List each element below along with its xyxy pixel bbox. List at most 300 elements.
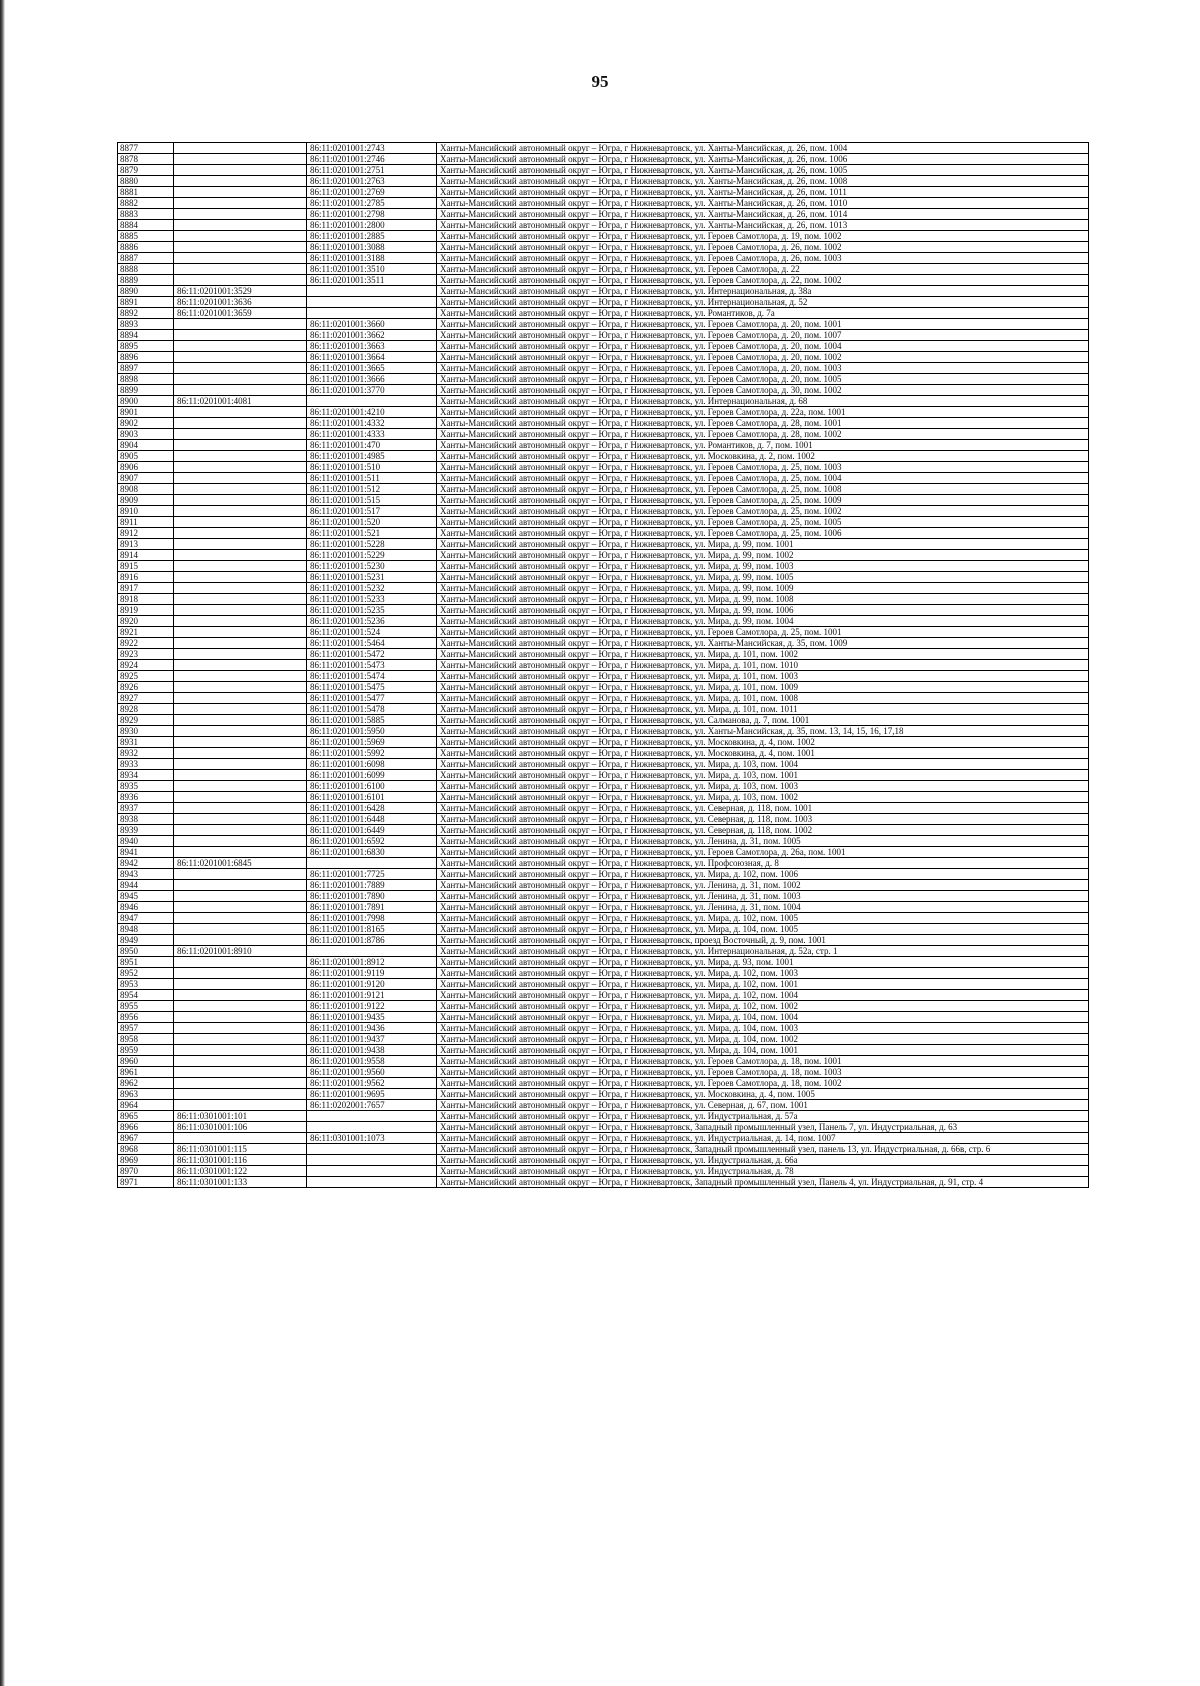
premises-cadastral-number: 86:11:0201001:9560 — [307, 1067, 437, 1078]
row-number: 8970 — [118, 1166, 174, 1177]
row-number: 8965 — [118, 1111, 174, 1122]
address: Ханты-Мансийский автономный округ – Югра, г Нижневартовск, ул. Ханты-Мансийская, д. 26, пом. 1010 — [437, 198, 1089, 209]
address: Ханты-Мансийский автономный округ – Югра, г Нижневартовск, ул. Героев Самотлора, д. 19, пом. 1002 — [437, 231, 1089, 242]
land-cadastral-number — [174, 715, 307, 726]
table-row — [118, 715, 1089, 726]
table-row — [118, 1177, 1089, 1188]
row-number: 8925 — [118, 671, 174, 682]
address: Ханты-Мансийский автономный округ – Югра, г Нижневартовск, ул. Ханты-Мансийская, д. 26, пом. 1006 — [437, 154, 1089, 165]
premises-cadastral-number: 86:11:0201001:5473 — [307, 660, 437, 671]
table-row — [118, 352, 1089, 363]
premises-cadastral-number: 86:11:0201001:9121 — [307, 990, 437, 1001]
table-row — [118, 836, 1089, 847]
row-number: 8904 — [118, 440, 174, 451]
address: Ханты-Мансийский автономный округ – Югра, г Нижневартовск, ул. Мира, д. 99, пом. 1005 — [437, 572, 1089, 583]
address: Ханты-Мансийский автономный округ – Югра, г Нижневартовск, ул. Северная, д. 67, пом. 1001 — [437, 1100, 1089, 1111]
premises-cadastral-number: 86:11:0201001:2785 — [307, 198, 437, 209]
premises-cadastral-number — [307, 858, 437, 869]
premises-cadastral-number: 86:11:0201001:3662 — [307, 330, 437, 341]
address: Ханты-Мансийский автономный округ – Югра, г Нижневартовск, ул. Героев Самотлора, д. 25, пом. 1001 — [437, 627, 1089, 638]
table-row — [118, 396, 1089, 407]
premises-cadastral-number: 86:11:0201001:3511 — [307, 275, 437, 286]
land-cadastral-number — [174, 990, 307, 1001]
table-row — [118, 385, 1089, 396]
address: Ханты-Мансийский автономный округ – Югра, г Нижневартовск, ул. Ханты-Мансийская, д. 35, пом. 1009 — [437, 638, 1089, 649]
land-cadastral-number — [174, 220, 307, 231]
address: Ханты-Мансийский автономный округ – Югра, г Нижневартовск, ул. Героев Самотлора, д. 30, пом. 1002 — [437, 385, 1089, 396]
row-number: 8888 — [118, 264, 174, 275]
address: Ханты-Мансийский автономный округ – Югра, г Нижневартовск, ул. Мира, д. 104, пом. 1004 — [437, 1012, 1089, 1023]
row-number: 8916 — [118, 572, 174, 583]
table-row — [118, 770, 1089, 781]
table-row — [118, 759, 1089, 770]
table-row — [118, 440, 1089, 451]
address: Ханты-Мансийский автономный округ – Югра, г Нижневартовск, ул. Героев Самотлора, д. 25, пом. 1002 — [437, 506, 1089, 517]
land-cadastral-number — [174, 748, 307, 759]
address: Ханты-Мансийский автономный округ – Югра, г Нижневартовск, ул. Героев Самотлора, д. 28, пом. 1002 — [437, 429, 1089, 440]
address: Ханты-Мансийский автономный округ – Югра, г Нижневартовск, ул. Героев Самотлора, д. 22а, пом. 1001 — [437, 407, 1089, 418]
row-number: 8941 — [118, 847, 174, 858]
premises-cadastral-number: 86:11:0201001:5464 — [307, 638, 437, 649]
address: Ханты-Мансийский автономный округ – Югра, г Нижневартовск, ул. Мира, д. 101, пом. 1008 — [437, 693, 1089, 704]
row-number: 8923 — [118, 649, 174, 660]
land-cadastral-number: 86:11:0301001:115 — [174, 1144, 307, 1155]
table-body — [118, 143, 1089, 1188]
premises-cadastral-number: 86:11:0201001:5236 — [307, 616, 437, 627]
premises-cadastral-number: 86:11:0201001:511 — [307, 473, 437, 484]
table-row — [118, 638, 1089, 649]
table-row — [118, 1045, 1089, 1056]
address: Ханты-Мансийский автономный округ – Югра, г Нижневартовск, ул. Ленина, д. 31, пом. 1004 — [437, 902, 1089, 913]
table-row — [118, 660, 1089, 671]
table-row — [118, 1067, 1089, 1078]
row-number: 8935 — [118, 781, 174, 792]
premises-cadastral-number: 86:11:0201001:9122 — [307, 1001, 437, 1012]
address: Ханты-Мансийский автономный округ – Югра, г Нижневартовск, ул. Мира, д. 104, пом. 1005 — [437, 924, 1089, 935]
land-cadastral-number — [174, 385, 307, 396]
address: Ханты-Мансийский автономный округ – Югра, г Нижневартовск, ул. Мира, д. 99, пом. 1004 — [437, 616, 1089, 627]
row-number: 8885 — [118, 231, 174, 242]
address: Ханты-Мансийский автономный округ – Югра, г Нижневартовск, ул. Героев Самотлора, д. 20, пом. 1004 — [437, 341, 1089, 352]
premises-cadastral-number: 86:11:0201001:521 — [307, 528, 437, 539]
address: Ханты-Мансийский автономный округ – Югра, г Нижневартовск, ул. Мира, д. 102, пом. 1002 — [437, 1001, 1089, 1012]
table-row — [118, 869, 1089, 880]
table-row — [118, 649, 1089, 660]
table-row — [118, 330, 1089, 341]
table-row — [118, 990, 1089, 1001]
premises-cadastral-number — [307, 308, 437, 319]
row-number: 8919 — [118, 605, 174, 616]
table-row — [118, 891, 1089, 902]
address: Ханты-Мансийский автономный округ – Югра, г Нижневартовск, ул. Героев Самотлора, д. 20, пом. 1003 — [437, 363, 1089, 374]
table-row — [118, 1023, 1089, 1034]
land-cadastral-number — [174, 440, 307, 451]
row-number: 8917 — [118, 583, 174, 594]
address: Ханты-Мансийский автономный округ – Югра, г Нижневартовск, ул. Героев Самотлора, д. 22 — [437, 264, 1089, 275]
address: Ханты-Мансийский автономный округ – Югра, г Нижневартовск, ул. Мира, д. 103, пом. 1002 — [437, 792, 1089, 803]
land-cadastral-number — [174, 957, 307, 968]
premises-cadastral-number: 86:11:0202001:7657 — [307, 1100, 437, 1111]
table-row — [118, 1133, 1089, 1144]
row-number: 8878 — [118, 154, 174, 165]
row-number: 8966 — [118, 1122, 174, 1133]
row-number: 8938 — [118, 814, 174, 825]
page-number: 95 — [591, 72, 609, 91]
table-row — [118, 528, 1089, 539]
land-cadastral-number — [174, 638, 307, 649]
table-row — [118, 451, 1089, 462]
row-number: 8948 — [118, 924, 174, 935]
address: Ханты-Мансийский автономный округ – Югра, г Нижневартовск, ул. Ханты-Мансийская, д. 26, пом. 1005 — [437, 165, 1089, 176]
table-row — [118, 495, 1089, 506]
land-cadastral-number — [174, 880, 307, 891]
row-number: 8967 — [118, 1133, 174, 1144]
address: Ханты-Мансийский автономный округ – Югра, г Нижневартовск, ул. Интернациональная, д. 52а, стр. 1 — [437, 946, 1089, 957]
address: Ханты-Мансийский автономный округ – Югра, г Нижневартовск, ул. Северная, д. 118, пом. 1001 — [437, 803, 1089, 814]
premises-cadastral-number: 86:11:0201001:6101 — [307, 792, 437, 803]
row-number: 8911 — [118, 517, 174, 528]
table-row — [118, 484, 1089, 495]
row-number: 8952 — [118, 968, 174, 979]
land-cadastral-number: 86:11:0201001:6845 — [174, 858, 307, 869]
address: Ханты-Мансийский автономный округ – Югра, г Нижневартовск, ул. Героев Самотлора, д. 26а, пом. 1001 — [437, 847, 1089, 858]
table-row — [118, 363, 1089, 374]
row-number: 8968 — [118, 1144, 174, 1155]
table-row — [118, 627, 1089, 638]
address: Ханты-Мансийский автономный округ – Югра, г Нижневартовск, ул. Героев Самотлора, д. 26, пом. 1003 — [437, 253, 1089, 264]
table-row — [118, 748, 1089, 759]
table-row — [118, 616, 1089, 627]
address: Ханты-Мансийский автономный округ – Югра, г Нижневартовск, ул. Героев Самотлора, д. 18, пом. 1003 — [437, 1067, 1089, 1078]
table-row — [118, 429, 1089, 440]
row-number: 8879 — [118, 165, 174, 176]
land-cadastral-number — [174, 209, 307, 220]
land-cadastral-number: 86:11:0301001:101 — [174, 1111, 307, 1122]
premises-cadastral-number: 86:11:0201001:9562 — [307, 1078, 437, 1089]
premises-cadastral-number: 86:11:0201001:9119 — [307, 968, 437, 979]
address: Ханты-Мансийский автономный округ – Югра, г Нижневартовск, ул. Ханты-Мансийская, д. 35, пом. 13, 14, 15, 16, 17,18 — [437, 726, 1089, 737]
land-cadastral-number — [174, 154, 307, 165]
address: Ханты-Мансийский автономный округ – Югра, г Нижневартовск, ул. Мира, д. 99, пом. 1009 — [437, 583, 1089, 594]
premises-cadastral-number: 86:11:0201001:9436 — [307, 1023, 437, 1034]
address: Ханты-Мансийский автономный округ – Югра, г Нижневартовск, ул. Салманова, д. 7, пом. 1001 — [437, 715, 1089, 726]
land-cadastral-number: 86:11:0301001:133 — [174, 1177, 307, 1188]
address: Ханты-Мансийский автономный округ – Югра, г Нижневартовск, ул. Профсоюзная, д. 8 — [437, 858, 1089, 869]
address: Ханты-Мансийский автономный округ – Югра, г Нижневартовск, ул. Ханты-Мансийская, д. 26, пом. 1008 — [437, 176, 1089, 187]
premises-cadastral-number: 86:11:0201001:2769 — [307, 187, 437, 198]
land-cadastral-number — [174, 517, 307, 528]
address: Ханты-Мансийский автономный округ – Югра, г Нижневартовск, ул. Московкина, д. 4, пом. 1002 — [437, 737, 1089, 748]
land-cadastral-number — [174, 473, 307, 484]
row-number: 8883 — [118, 209, 174, 220]
premises-cadastral-number: 86:11:0201001:3664 — [307, 352, 437, 363]
premises-cadastral-number: 86:11:0201001:5230 — [307, 561, 437, 572]
land-cadastral-number — [174, 176, 307, 187]
premises-cadastral-number — [307, 1166, 437, 1177]
table-row — [118, 176, 1089, 187]
row-number: 8910 — [118, 506, 174, 517]
land-cadastral-number — [174, 847, 307, 858]
address: Ханты-Мансийский автономный округ – Югра, г Нижневартовск, ул. Мира, д. 101, пом. 1009 — [437, 682, 1089, 693]
row-number: 8971 — [118, 1177, 174, 1188]
address: Ханты-Мансийский автономный округ – Югра, г Нижневартовск, ул. Индустриальная, д. 78 — [437, 1166, 1089, 1177]
land-cadastral-number — [174, 198, 307, 209]
address: Ханты-Мансийский автономный округ – Югра, г Нижневартовск, ул. Мира, д. 102, пом. 1006 — [437, 869, 1089, 880]
row-number: 8928 — [118, 704, 174, 715]
table-row — [118, 1001, 1089, 1012]
row-number: 8880 — [118, 176, 174, 187]
premises-cadastral-number: 86:11:0201001:2743 — [307, 143, 437, 154]
address: Ханты-Мансийский автономный округ – Югра, г Нижневартовск, ул. Ханты-Мансийская, д. 26, пом. 1014 — [437, 209, 1089, 220]
row-number: 8962 — [118, 1078, 174, 1089]
address: Ханты-Мансийский автономный округ – Югра, г Нижневартовск, ул. Мира, д. 104, пом. 1001 — [437, 1045, 1089, 1056]
address: Ханты-Мансийский автономный округ – Югра, г Нижневартовск, ул. Героев Самотлора, д. 25, пом. 1005 — [437, 517, 1089, 528]
premises-cadastral-number: 86:11:0201001:8786 — [307, 935, 437, 946]
row-number: 8882 — [118, 198, 174, 209]
table-row — [118, 924, 1089, 935]
table-row — [118, 506, 1089, 517]
land-cadastral-number — [174, 1100, 307, 1111]
address: Ханты-Мансийский автономный округ – Югра, г Нижневартовск, ул. Мира, д. 99, пом. 1002 — [437, 550, 1089, 561]
land-cadastral-number — [174, 1078, 307, 1089]
land-cadastral-number — [174, 891, 307, 902]
table-row — [118, 1111, 1089, 1122]
table-row — [118, 704, 1089, 715]
land-cadastral-number — [174, 770, 307, 781]
table-row — [118, 253, 1089, 264]
premises-cadastral-number: 86:11:0201001:510 — [307, 462, 437, 473]
address: Ханты-Мансийский автономный округ – Югра, г Нижневартовск, ул. Индустриальная, д. 14, пом. 1007 — [437, 1133, 1089, 1144]
premises-cadastral-number: 86:11:0201001:9558 — [307, 1056, 437, 1067]
table-row — [118, 319, 1089, 330]
premises-cadastral-number: 86:11:0201001:8912 — [307, 957, 437, 968]
table-row — [118, 154, 1089, 165]
table-row — [118, 1012, 1089, 1023]
address: Ханты-Мансийский автономный округ – Югра, г Нижневартовск, ул. Московкина, д. 2, пом. 1002 — [437, 451, 1089, 462]
row-number: 8951 — [118, 957, 174, 968]
address: Ханты-Мансийский автономный округ – Югра, г Нижневартовск, ул. Северная, д. 118, пом. 1002 — [437, 825, 1089, 836]
row-number: 8944 — [118, 880, 174, 891]
land-cadastral-number — [174, 924, 307, 935]
premises-cadastral-number: 86:11:0201001:7891 — [307, 902, 437, 913]
land-cadastral-number — [174, 803, 307, 814]
address: Ханты-Мансийский автономный округ – Югра, г Нижневартовск, ул. Героев Самотлора, д. 20, пом. 1005 — [437, 374, 1089, 385]
premises-cadastral-number: 86:11:0201001:6098 — [307, 759, 437, 770]
address: Ханты-Мансийский автономный округ – Югра, г Нижневартовск, ул. Мира, д. 102, пом. 1001 — [437, 979, 1089, 990]
table-row — [118, 594, 1089, 605]
land-cadastral-number — [174, 1056, 307, 1067]
table-row — [118, 242, 1089, 253]
land-cadastral-number — [174, 814, 307, 825]
land-cadastral-number — [174, 231, 307, 242]
premises-cadastral-number — [307, 1144, 437, 1155]
address: Ханты-Мансийский автономный округ – Югра, г Нижневартовск, Западный промышленный узел, Панель 7, ул. Индустриальная, д. 63 — [437, 1122, 1089, 1133]
land-cadastral-number — [174, 693, 307, 704]
land-cadastral-number — [174, 418, 307, 429]
land-cadastral-number — [174, 627, 307, 638]
land-cadastral-number — [174, 143, 307, 154]
land-cadastral-number — [174, 484, 307, 495]
table-row — [118, 1078, 1089, 1089]
premises-cadastral-number: 86:11:0201001:9437 — [307, 1034, 437, 1045]
row-number: 8887 — [118, 253, 174, 264]
premises-cadastral-number: 86:11:0201001:7890 — [307, 891, 437, 902]
row-number: 8905 — [118, 451, 174, 462]
premises-cadastral-number: 86:11:0201001:5474 — [307, 671, 437, 682]
premises-cadastral-number — [307, 946, 437, 957]
table-row — [118, 913, 1089, 924]
row-number: 8936 — [118, 792, 174, 803]
address: Ханты-Мансийский автономный округ – Югра, г Нижневартовск, ул. Ханты-Мансийская, д. 26, пом. 1004 — [437, 143, 1089, 154]
row-number: 8953 — [118, 979, 174, 990]
premises-cadastral-number: 86:11:0201001:2800 — [307, 220, 437, 231]
premises-cadastral-number: 86:11:0201001:3660 — [307, 319, 437, 330]
table-row — [118, 825, 1089, 836]
address: Ханты-Мансийский автономный округ – Югра, г Нижневартовск, ул. Мира, д. 102, пом. 1004 — [437, 990, 1089, 1001]
table-row — [118, 1166, 1089, 1177]
premises-cadastral-number: 86:11:0201001:4333 — [307, 429, 437, 440]
address: Ханты-Мансийский автономный округ – Югра, г Нижневартовск, ул. Мира, д. 99, пом. 1003 — [437, 561, 1089, 572]
land-cadastral-number — [174, 869, 307, 880]
table-row — [118, 308, 1089, 319]
table-row — [118, 165, 1089, 176]
row-number: 8943 — [118, 869, 174, 880]
premises-cadastral-number: 86:11:0201001:5232 — [307, 583, 437, 594]
land-cadastral-number — [174, 649, 307, 660]
address: Ханты-Мансийский автономный округ – Югра, г Нижневартовск, ул. Мира, д. 101, пом. 1011 — [437, 704, 1089, 715]
premises-cadastral-number — [307, 297, 437, 308]
premises-cadastral-number: 86:11:0201001:6099 — [307, 770, 437, 781]
row-number: 8899 — [118, 385, 174, 396]
premises-cadastral-number — [307, 1111, 437, 1122]
land-cadastral-number — [174, 913, 307, 924]
premises-cadastral-number: 86:11:0201001:5472 — [307, 649, 437, 660]
premises-cadastral-number: 86:11:0201001:6830 — [307, 847, 437, 858]
land-cadastral-number — [174, 616, 307, 627]
premises-cadastral-number: 86:11:0201001:4210 — [307, 407, 437, 418]
table-row — [118, 1122, 1089, 1133]
premises-cadastral-number: 86:11:0201001:5885 — [307, 715, 437, 726]
row-number: 8933 — [118, 759, 174, 770]
row-number: 8922 — [118, 638, 174, 649]
table-row — [118, 902, 1089, 913]
table-row — [118, 1089, 1089, 1100]
land-cadastral-number — [174, 572, 307, 583]
land-cadastral-number: 86:11:0201001:3659 — [174, 308, 307, 319]
table-row — [118, 473, 1089, 484]
address: Ханты-Мансийский автономный округ – Югра, г Нижневартовск, ул. Героев Самотлора, д. 25, пом. 1003 — [437, 462, 1089, 473]
row-number: 8960 — [118, 1056, 174, 1067]
land-cadastral-number — [174, 374, 307, 385]
land-cadastral-number — [174, 902, 307, 913]
land-cadastral-number — [174, 759, 307, 770]
premises-cadastral-number: 86:11:0201001:5992 — [307, 748, 437, 759]
row-number: 8907 — [118, 473, 174, 484]
land-cadastral-number — [174, 330, 307, 341]
table-row — [118, 539, 1089, 550]
property-register-table — [117, 142, 1089, 1188]
premises-cadastral-number: 86:11:0201001:7889 — [307, 880, 437, 891]
table-row — [118, 957, 1089, 968]
table-row — [118, 979, 1089, 990]
table-row — [118, 209, 1089, 220]
land-cadastral-number — [174, 583, 307, 594]
land-cadastral-number — [174, 594, 307, 605]
address: Ханты-Мансийский автономный округ – Югра, г Нижневартовск, ул. Героев Самотлора, д. 20, пом. 1001 — [437, 319, 1089, 330]
land-cadastral-number — [174, 825, 307, 836]
premises-cadastral-number: 86:11:0201001:5233 — [307, 594, 437, 605]
premises-cadastral-number: 86:11:0201001:2763 — [307, 176, 437, 187]
address: Ханты-Мансийский автономный округ – Югра, г Нижневартовск, Западный промышленный узел, панель 13, ул. Индустриальная, д. 66в, стр. 6 — [437, 1144, 1089, 1155]
address: Ханты-Мансийский автономный округ – Югра, г Нижневартовск, ул. Мира, д. 104, пом. 1002 — [437, 1034, 1089, 1045]
address: Ханты-Мансийский автономный округ – Югра, г Нижневартовск, ул. Героев Самотлора, д. 25, пом. 1004 — [437, 473, 1089, 484]
row-number: 8939 — [118, 825, 174, 836]
table-row — [118, 198, 1089, 209]
row-number: 8903 — [118, 429, 174, 440]
premises-cadastral-number: 86:11:0201001:5475 — [307, 682, 437, 693]
table-row — [118, 693, 1089, 704]
table-row — [118, 231, 1089, 242]
table-row — [118, 286, 1089, 297]
premises-cadastral-number — [307, 1122, 437, 1133]
premises-cadastral-number: 86:11:0201001:5950 — [307, 726, 437, 737]
row-number: 8940 — [118, 836, 174, 847]
row-number: 8955 — [118, 1001, 174, 1012]
land-cadastral-number — [174, 429, 307, 440]
land-cadastral-number: 86:11:0301001:116 — [174, 1155, 307, 1166]
table-row — [118, 407, 1089, 418]
land-cadastral-number — [174, 1133, 307, 1144]
land-cadastral-number — [174, 836, 307, 847]
table-row — [118, 847, 1089, 858]
row-number: 8964 — [118, 1100, 174, 1111]
row-number: 8877 — [118, 143, 174, 154]
table-row — [118, 220, 1089, 231]
table-row — [118, 781, 1089, 792]
row-number: 8898 — [118, 374, 174, 385]
table-row — [118, 550, 1089, 561]
row-number: 8921 — [118, 627, 174, 638]
premises-cadastral-number: 86:11:0201001:3663 — [307, 341, 437, 352]
table-row — [118, 792, 1089, 803]
address: Ханты-Мансийский автономный округ – Югра, г Нижневартовск, ул. Героев Самотлора, д. 28, пом. 1001 — [437, 418, 1089, 429]
land-cadastral-number — [174, 352, 307, 363]
premises-cadastral-number: 86:11:0201001:5231 — [307, 572, 437, 583]
land-cadastral-number — [174, 979, 307, 990]
table-row — [118, 187, 1089, 198]
land-cadastral-number — [174, 1012, 307, 1023]
scan-left-edge — [0, 0, 5, 1686]
premises-cadastral-number — [307, 286, 437, 297]
row-number: 8909 — [118, 495, 174, 506]
land-cadastral-number — [174, 968, 307, 979]
address: Ханты-Мансийский автономный округ – Югра, г Нижневартовск, ул. Мира, д. 93, пом. 1001 — [437, 957, 1089, 968]
land-cadastral-number — [174, 792, 307, 803]
address: Ханты-Мансийский автономный округ – Югра, г Нижневартовск, ул. Ханты-Мансийская, д. 26, пом. 1013 — [437, 220, 1089, 231]
row-number: 8946 — [118, 902, 174, 913]
address: Ханты-Мансийский автономный округ – Югра, г Нижневартовск, ул. Мира, д. 103, пом. 1001 — [437, 770, 1089, 781]
row-number: 8963 — [118, 1089, 174, 1100]
premises-cadastral-number: 86:11:0301001:1073 — [307, 1133, 437, 1144]
row-number: 8901 — [118, 407, 174, 418]
land-cadastral-number — [174, 495, 307, 506]
land-cadastral-number — [174, 660, 307, 671]
address: Ханты-Мансийский автономный округ – Югра, г Нижневартовск, ул. Мира, д. 101, пом. 1010 — [437, 660, 1089, 671]
land-cadastral-number — [174, 407, 307, 418]
premises-cadastral-number: 86:11:0201001:8165 — [307, 924, 437, 935]
land-cadastral-number: 86:11:0201001:8910 — [174, 946, 307, 957]
table-row — [118, 1056, 1089, 1067]
